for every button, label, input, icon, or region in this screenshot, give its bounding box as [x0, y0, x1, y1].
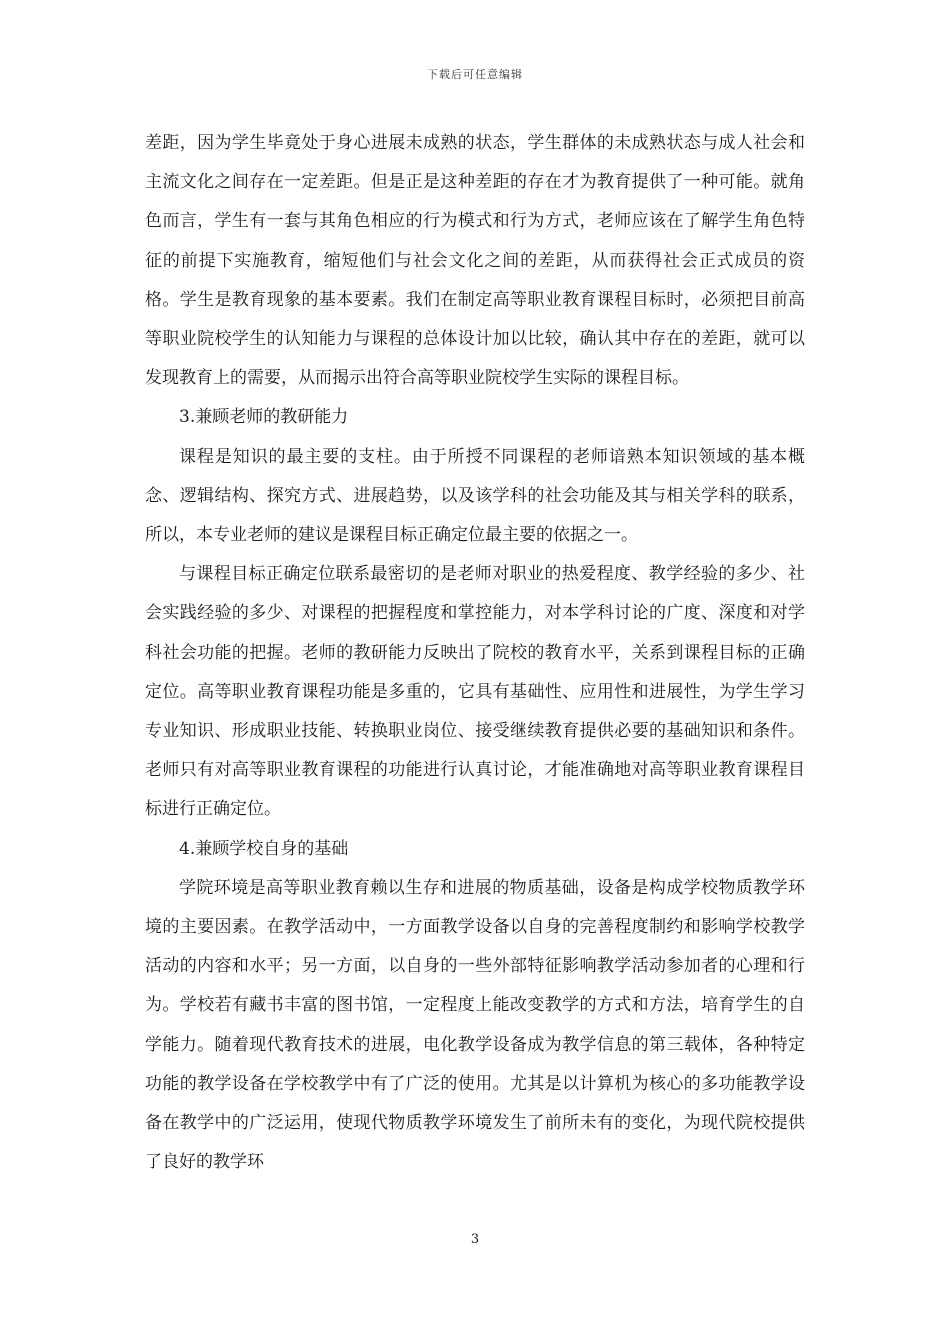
paragraph: 学院环境是高等职业教育赖以生存和进展的物质基础，设备是构成学校物质教学环境的主要因素。在教学活动中，一方面教学设备以自身的完善程度制约和影响学校教学活动的内容和水平；另一方面，以自身的一些外部特征影响教学活动参加者的心理和行为。学校若有藏书丰富的图书馆，一定程度上能改变教学的方式和方法，培育学生的自学能力。随着现代教育技术的进展，电化教学设备成为教学信息的第三载体，各种特定功能的教学设备在学校教学中有了广泛的使用。尤其是以计算机为核心的多功能教学设备在教学中的广泛运用，使现代物质教学环境发生了前所未有的变化，为现代院校提供了良好的教学环: [145, 877, 805, 1173]
page-header: 下载后可任意编辑: [427, 68, 523, 81]
page-number: 3: [470, 1232, 480, 1247]
paragraph: 与课程目标正确定位联系最密切的是老师对职业的热爱程度、教学经验的多少、社会实践经验的多少、对课程的把握程度和掌控能力，对本学科讨论的广度、深度和对学科社会功能的把握。老师的教研能力反映出了院校的教育水平，关系到课程目标的正确定位。高等职业教育课程功能是多重的，它具有基础性、应用性和进展性，为学生学习专业知识、形成职业技能、转换职业岗位、接受继续教育提供必要的基础知识和条件。老师只有对高等职业教育课程的功能进行认真讨论，才能准确地对高等职业教育课程目标进行正确定位。: [145, 564, 805, 820]
paragraph-continued: 差距，因为学生毕竟处于身心进展未成熟的状态，学生群体的未成熟状态与成人社会和主流文化之间存在一定差距。但是正是这种差距的存在才为教育提供了一种可能。就角色而言，学生有一套与其角色相应的行为模式和行为方式，老师应该在了解学生角色特征的前提下实施教育，缩短他们与社会文化之间的差距，从而获得社会正式成员的资格。学生是教育现象的基本要素。我们在制定高等职业教育课程目标时，必须把目前高等职业院校学生的认知能力与课程的总体设计加以比较，确认其中存在的差距，就可以发现教育上的需要，从而揭示出符合高等职业院校学生实际的课程目标。: [145, 133, 805, 389]
section-heading-3: 3.兼顾老师的教研能力: [179, 407, 349, 428]
paragraph: 课程是知识的最主要的支柱。由于所授不同课程的老师谙熟本知识领域的基本概念、逻辑结构、探究方式、进展趋势，以及该学科的社会功能及其与相关学科的联系，所以，本专业老师的建议是课程目标正确定位最主要的依据之一。: [145, 446, 805, 546]
document-body: [145, 124, 805, 1182]
section-heading-4: 4.兼顾学校自身的基础: [179, 838, 349, 859]
